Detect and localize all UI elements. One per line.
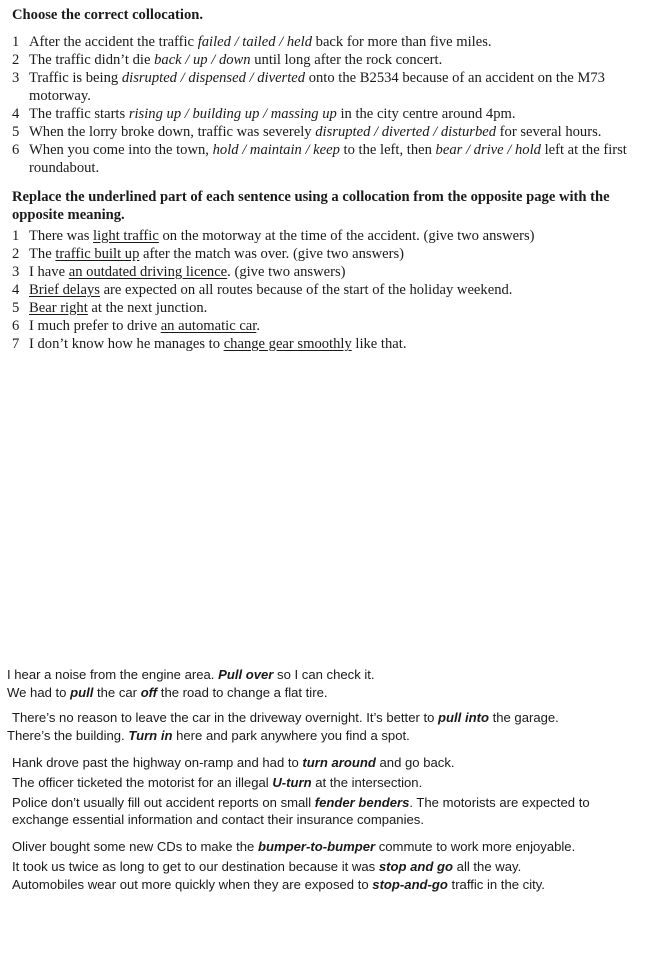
collocation-options: bear / drive / hold [435,142,541,158]
example-sentence: Automobiles wear out more quickly when they are exposed to stop-and-go traffic in the city. [12,877,545,892]
underlined-phrase: light traffic [93,228,159,244]
item-number: 6 [12,142,20,158]
list-item: 7 I don’t know how he manages to change gear smoothly like that. [12,336,407,352]
examples-section [7,666,647,893]
item-number: 1 [12,34,20,50]
underlined-phrase: change gear smoothly [223,336,352,352]
example-sentence: Oliver bought some new CDs to make the bumper-to-bumper commute to work more enjoyable. [12,839,576,854]
item-number: 5 [12,300,20,316]
list-item: 1 There was light traffic on the motorway at the time of the accident. (give two answers) [12,228,535,244]
example-sentence: It took us twice as long to get to our destination because it was stop and go all the way. [12,859,522,874]
list-item: 6 I much prefer to drive an automatic car. [12,318,260,334]
example-sentence: We had to pull the car off the road to change a flat tire. [7,685,328,700]
key-phrase: pull into [438,710,489,725]
underlined-phrase: Brief delays [29,282,100,298]
list-item: 4 The traffic starts rising up / building up / massing up in the city centre around 4pm. [12,106,516,122]
key-phrase: stop-and-go [372,877,448,892]
item-number: 7 [12,336,20,352]
key-phrase: fender benders [314,795,410,810]
list-item: 5 Bear right at the next junction. [12,300,208,316]
exercise-section [12,6,642,353]
key-phrase: turn around [302,755,376,770]
list-item: 5 When the lorry broke down, traffic was severely disrupted / diverted / disturbed for several hours. [12,124,602,140]
key-phrase: stop and go [378,859,454,874]
item-number: 5 [12,124,20,140]
collocation-options: hold / maintain / keep [212,142,340,158]
item-number: 3 [12,264,20,280]
collocation-options: back / up / down [154,52,251,68]
key-phrase: bumper-to-bumper [257,839,376,854]
exercise2-heading: Replace the underlined part of each sentence using a collocation from the opposite page with the opposite meaning. [12,189,610,223]
list-item: 1 After the accident the traffic failed / tailed / held back for more than five miles. [12,34,492,50]
exercise1-list [12,33,642,177]
item-number: 4 [12,106,20,122]
example-sentence: I hear a noise from the engine area. Pull over so I can check it. [7,667,375,682]
key-phrase: Pull over [218,667,274,682]
example-sentence: There’s no reason to leave the car in the driveway overnight. It’s better to pull into the garage. [12,710,559,725]
exercise2-list [12,227,642,353]
exercise1-heading: Choose the correct collocation. [12,7,204,23]
underlined-phrase: an automatic car [160,318,257,334]
collocation-options: failed / tailed / held [197,34,312,50]
item-number: 3 [12,70,20,86]
item-number: 6 [12,318,20,334]
key-phrase: off [140,685,158,700]
item-number: 2 [12,52,20,68]
item-number: 4 [12,282,20,298]
collocation-options: rising up / building up / massing up [128,106,337,122]
list-item: 4 Brief delays are expected on all routes because of the start of the holiday weekend. [12,282,513,298]
list-item: 6 When you come into the town, hold / maintain / keep to the left, then bear / drive / hold left at the first roundabout. [12,142,627,176]
key-phrase: U-turn [272,775,312,790]
item-number: 2 [12,246,20,262]
underlined-phrase: traffic built up [55,246,140,262]
key-phrase: Turn in [128,728,173,743]
list-item: 2 The traffic didn’t die back / up / down until long after the rock concert. [12,52,443,68]
example-sentence: There’s the building. Turn in here and park anywhere you find a spot. [7,728,410,743]
collocation-options: disrupted / dispensed / diverted [121,70,306,86]
underlined-phrase: an outdated driving licence [68,264,228,280]
key-phrase: pull [70,685,94,700]
list-item: 2 The traffic built up after the match was over. (give two answers) [12,246,404,262]
list-item: 3 Traffic is being disrupted / dispensed / diverted onto the B2534 because of an accident on the M73 motorway. [12,70,605,104]
collocation-options: disrupted / diverted / disturbed [315,124,497,140]
example-sentence: Police don’t usually fill out accident reports on small fender benders. The motorists are expected to exchange essential information and contact their insurance companies. [12,795,590,827]
underlined-phrase: Bear right [29,300,88,316]
item-number: 1 [12,228,20,244]
example-sentence: Hank drove past the highway on-ramp and had to turn around and go back. [12,755,455,770]
example-sentence: The officer ticketed the motorist for an illegal U-turn at the intersection. [12,775,423,790]
list-item: 3 I have an outdated driving licence. (give two answers) [12,264,346,280]
